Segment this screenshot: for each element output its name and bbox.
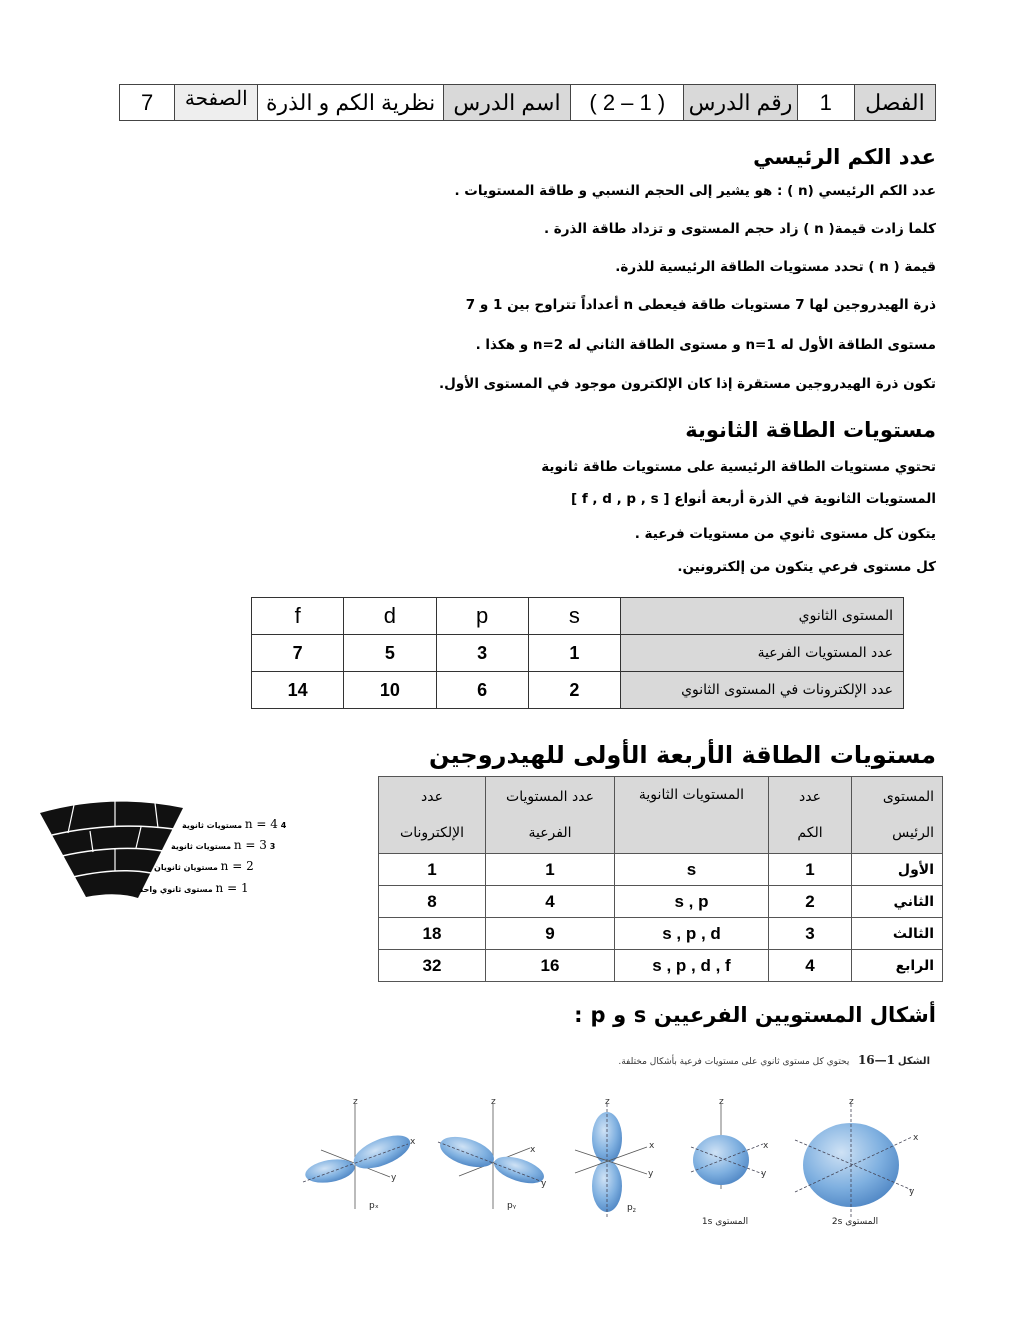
table-cell: 1 xyxy=(528,635,620,672)
header-line: الإلكترونات xyxy=(400,825,464,841)
table-cell: 14 xyxy=(252,672,344,709)
axis-label: z xyxy=(605,1097,610,1107)
axis-label: z xyxy=(719,1097,724,1107)
table-row xyxy=(252,672,904,709)
lesson-name-label: اسم الدرس xyxy=(443,85,570,121)
axis-label: y xyxy=(648,1169,654,1179)
lobe xyxy=(436,1131,497,1173)
axis-label: y xyxy=(391,1173,397,1183)
table-row xyxy=(379,918,943,950)
table-cell: 3 xyxy=(436,635,528,672)
sublevel-count-label: 4 مستويات ثانوية xyxy=(182,821,287,830)
lobe xyxy=(491,1152,547,1189)
table-row xyxy=(379,886,943,918)
header-line: المستويات الثانوية xyxy=(638,787,745,803)
fan-label-n1 xyxy=(139,881,249,895)
level-name: الأول xyxy=(852,854,943,886)
level-name: الرابع xyxy=(852,950,943,982)
lesson-info-table xyxy=(119,84,936,121)
level-name: الثالث xyxy=(852,918,943,950)
header-line: الكم xyxy=(797,825,823,841)
page-number: 7 xyxy=(120,85,175,121)
figure-label: الشكل xyxy=(897,1056,930,1067)
orbital-label: المستوى 1s xyxy=(701,1217,749,1227)
quantum-number-label: n = 3 xyxy=(233,838,267,852)
header-line: عدد المستويات xyxy=(506,789,594,805)
orbital-1s xyxy=(691,1097,769,1227)
paragraph: كل مستوى فرعي يتكون من إلكترونين. xyxy=(677,559,936,575)
fan-label-n3 xyxy=(171,838,275,852)
table-cell: s xyxy=(528,598,620,635)
orbital-count: 4 xyxy=(486,886,615,918)
orbital-shapes-figure xyxy=(295,1092,940,1232)
orbital-py xyxy=(436,1097,547,1211)
table-cell: 5 xyxy=(344,635,436,672)
caption-text: يحتوي كل مستوى ثانوي على مستويات فرعية بأشكال مختلفة. xyxy=(618,1057,850,1067)
table-cell: 6 xyxy=(436,672,528,709)
table-cell: 2 xyxy=(528,672,620,709)
quantum-number-label: n = 4 xyxy=(244,817,278,831)
column-header xyxy=(852,777,943,854)
lesson-number-label: رقم الدرس xyxy=(684,85,797,121)
header-line: الفرعية xyxy=(528,825,572,841)
axis-label: x xyxy=(530,1145,536,1155)
fan-label-n2 xyxy=(154,859,254,873)
orbital-pz xyxy=(575,1097,655,1217)
hydrogen-levels-table xyxy=(378,776,943,982)
sublevel-count-label: مستوى ثانوي واحد xyxy=(139,885,213,894)
section-title-orbital-shapes: أشكال المستويين الفرعيين s و p : xyxy=(574,1003,936,1027)
energy-level-fan-diagram xyxy=(38,793,288,903)
chapter-label: الفصل xyxy=(854,85,935,121)
column-header xyxy=(486,777,615,854)
header-line: عدد xyxy=(799,789,821,805)
electron-count: 1 xyxy=(379,854,486,886)
section-title-sublevels: مستويات الطاقة الثانوية xyxy=(685,418,936,442)
column-header xyxy=(615,777,769,854)
section-title-hydrogen-levels: مستويات الطاقة الأربعة الأولى للهيدروجين xyxy=(429,741,936,769)
paragraph: تحتوي مستويات الطاقة الرئيسية على مستويات طاقة ثانوية xyxy=(541,459,936,475)
table-header-row xyxy=(379,777,943,854)
electron-count: 32 xyxy=(379,950,486,982)
row-header: عدد الإلكترونات في المستوى الثانوي xyxy=(621,672,904,709)
axis-label: y xyxy=(909,1187,915,1197)
lesson-number-value xyxy=(571,85,684,121)
lesson-number-text: ( 2 – 1 ) xyxy=(589,89,666,115)
row-header: عدد المستويات الفرعية xyxy=(621,635,904,672)
sublevel-count-label: 3 مستويات ثانوية xyxy=(171,842,276,851)
paragraph: تكون ذرة الهيدروجين مستقرة إذا كان الإلكترون موجود في المستوى الأول. xyxy=(439,376,936,392)
level-name: الثاني xyxy=(852,886,943,918)
column-header xyxy=(769,777,852,854)
page-label: الصفحة xyxy=(175,85,258,121)
table-row xyxy=(379,854,943,886)
quantum-number: 2 xyxy=(769,886,852,918)
axis-label: y xyxy=(541,1179,547,1189)
axis-label: y xyxy=(761,1169,767,1179)
orbital-label: pᵧ xyxy=(507,1201,517,1211)
column-header xyxy=(379,777,486,854)
quantum-number: 1 xyxy=(769,854,852,886)
lobe xyxy=(349,1129,414,1176)
quantum-number: 4 xyxy=(769,950,852,982)
electron-count: 8 xyxy=(379,886,486,918)
header-line: المستوى xyxy=(882,789,934,805)
figure-caption xyxy=(618,1053,930,1067)
table-cell: f xyxy=(252,598,344,635)
orbital-count: 16 xyxy=(486,950,615,982)
table-row xyxy=(252,598,904,635)
table-cell: 10 xyxy=(344,672,436,709)
sublevel-count-label: مستويان ثانويان xyxy=(154,863,218,872)
sublevel-table xyxy=(251,597,904,709)
figure-number: 16—1 xyxy=(857,1053,896,1067)
table-row xyxy=(252,635,904,672)
lesson-name-value: نظرية الكم و الذرة xyxy=(258,85,443,121)
fan-label-n4 xyxy=(182,817,286,831)
axis-label: z xyxy=(353,1097,358,1107)
table-cell: d xyxy=(344,598,436,635)
sublevels: s , p , d xyxy=(615,918,769,950)
axis-label: x xyxy=(763,1141,769,1151)
table-row xyxy=(379,950,943,982)
paragraph: قيمة ( n ) تحدد مستويات الطاقة الرئيسية للذرة. xyxy=(615,259,936,275)
paragraph: كلما زادت قيمة( n ) زاد حجم المستوى و تزداد طاقة الذرة . xyxy=(543,221,936,237)
sublevels: s , p xyxy=(615,886,769,918)
header-line: الرئيس xyxy=(892,825,934,841)
orbital-label: pₓ xyxy=(369,1201,379,1211)
sublevels: s xyxy=(615,854,769,886)
axis-label: z xyxy=(849,1097,854,1107)
section-title-principal-quantum-number: عدد الكم الرئيسي xyxy=(753,145,936,169)
orbital-count: 1 xyxy=(486,854,615,886)
quantum-number: 3 xyxy=(769,918,852,950)
orbital-label: المستوى 2s xyxy=(831,1217,879,1227)
row-header: المستوى الثانوي xyxy=(621,598,904,635)
paragraph: المستويات الثانوية في الذرة أربعة أنواع [ f , d , p , s ] xyxy=(570,491,936,507)
paragraph: عدد الكم الرئيسي (n ) : هو يشير إلى الحجم النسبي و طاقة المستويات . xyxy=(454,183,936,199)
sublevels: s , p , d , f xyxy=(615,950,769,982)
orbital-label: $p_z$ xyxy=(627,1203,636,1214)
axis-label: x xyxy=(410,1137,416,1147)
table-cell: 7 xyxy=(252,635,344,672)
orbital-px xyxy=(303,1097,416,1211)
quantum-number-label: n = 2 xyxy=(220,859,254,873)
orbital-count: 9 xyxy=(486,918,615,950)
header-line: عدد xyxy=(421,789,443,805)
quantum-number-label: n = 1 xyxy=(215,881,249,895)
paragraph: ذرة الهيدروجين لها 7 مستويات طاقة فيعطى n أعداداً تتراوح بين 1 و 7 xyxy=(465,297,936,313)
axis-label: x xyxy=(913,1133,919,1143)
electron-count: 18 xyxy=(379,918,486,950)
axis-label: x xyxy=(649,1141,655,1151)
orbital-2s xyxy=(795,1097,919,1227)
axis-label: z xyxy=(491,1097,496,1107)
table-cell: p xyxy=(436,598,528,635)
chapter-value: 1 xyxy=(797,85,854,121)
paragraph: يتكون كل مستوى ثانوي من مستويات فرعية . xyxy=(634,526,936,542)
paragraph: مستوى الطاقة الأول له n=1 و مستوى الطاقة الثاني له n=2 و هكذا . xyxy=(475,337,936,353)
